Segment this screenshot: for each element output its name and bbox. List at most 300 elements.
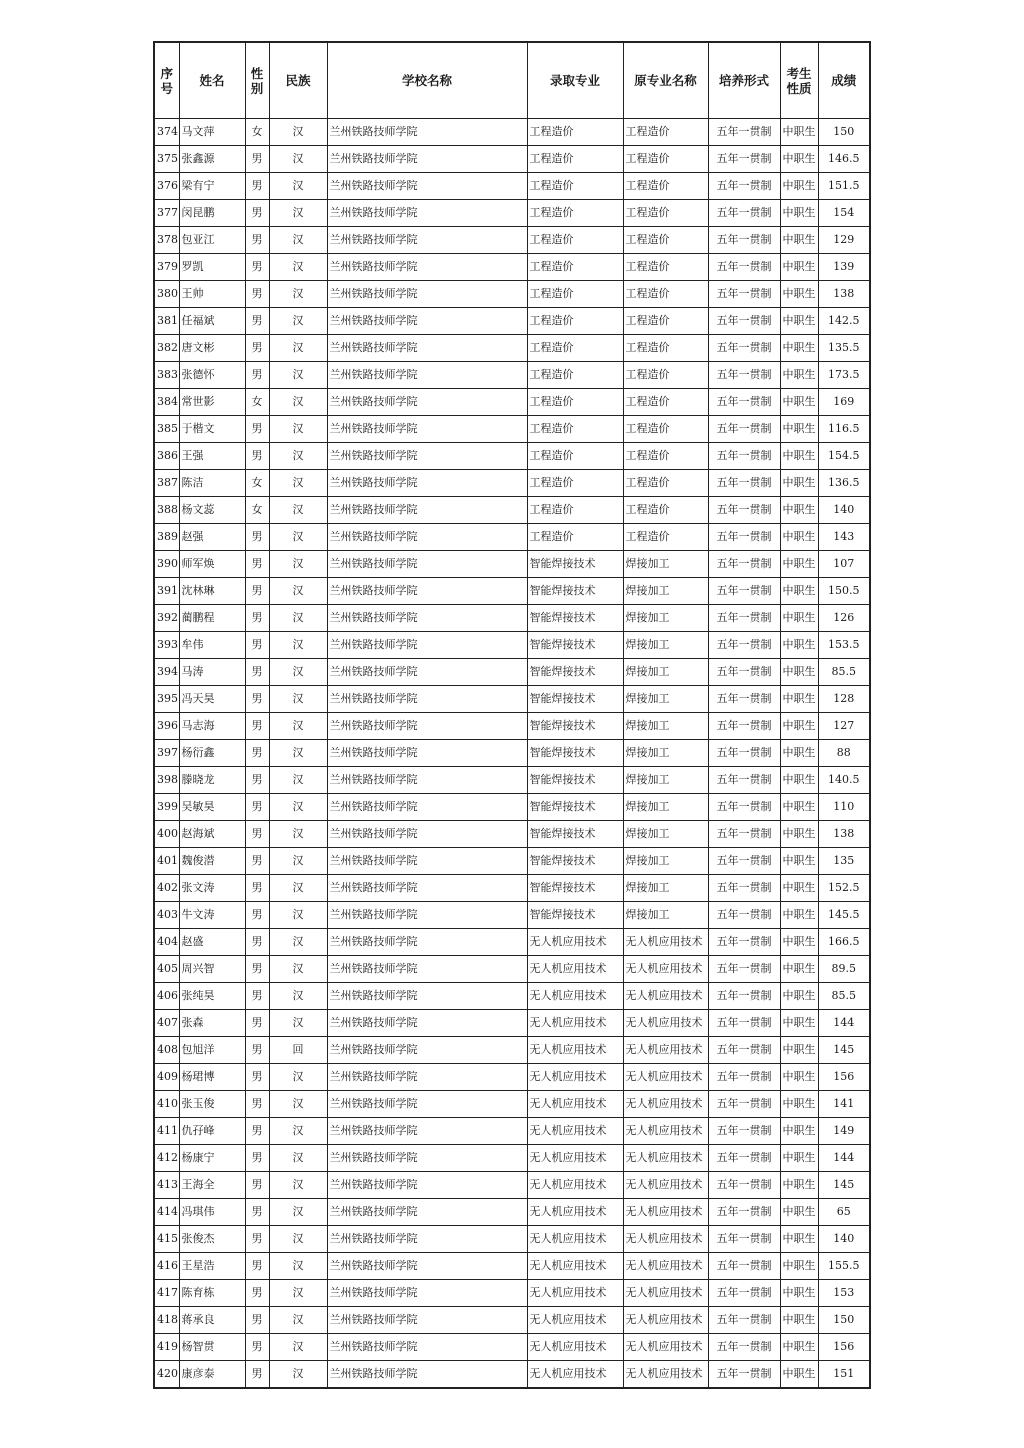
cell-school: 兰州铁路技师学院 <box>327 1361 527 1389</box>
cell-training-mode: 五年一贯制 <box>708 767 780 794</box>
cell-name: 包旭洋 <box>179 1037 245 1064</box>
cell-original-major: 无人机应用技术 <box>623 1307 708 1334</box>
admission-list-sheet <box>153 41 869 1389</box>
table-row <box>154 119 870 146</box>
cell-name: 于楷文 <box>179 416 245 443</box>
cell-student-type: 中职生 <box>780 740 818 767</box>
cell-gender: 男 <box>245 1118 269 1145</box>
cell-student-type: 中职生 <box>780 848 818 875</box>
cell-student-type: 中职生 <box>780 1199 818 1226</box>
cell-ethnicity: 汉 <box>269 389 327 416</box>
cell-gender: 男 <box>245 1145 269 1172</box>
cell-training-mode: 五年一贯制 <box>708 875 780 902</box>
cell-ethnicity: 汉 <box>269 119 327 146</box>
cell-school: 兰州铁路技师学院 <box>327 1253 527 1280</box>
cell-admitted-major: 无人机应用技术 <box>527 1334 623 1361</box>
cell-ethnicity: 汉 <box>269 848 327 875</box>
cell-gender: 男 <box>245 1199 269 1226</box>
cell-student-type: 中职生 <box>780 956 818 983</box>
table-row <box>154 983 870 1010</box>
cell-gender: 男 <box>245 362 269 389</box>
cell-score: 151.5 <box>818 173 870 200</box>
cell-score: 140 <box>818 1226 870 1253</box>
cell-ethnicity: 汉 <box>269 659 327 686</box>
cell-training-mode: 五年一贯制 <box>708 1064 780 1091</box>
cell-admitted-major: 智能焊接技术 <box>527 713 623 740</box>
cell-name: 师军焕 <box>179 551 245 578</box>
table-row <box>154 902 870 929</box>
table-row <box>154 281 870 308</box>
cell-admitted-major: 智能焊接技术 <box>527 875 623 902</box>
table-row <box>154 1172 870 1199</box>
cell-seq: 395 <box>154 686 179 713</box>
cell-gender: 男 <box>245 254 269 281</box>
cell-ethnicity: 汉 <box>269 632 327 659</box>
cell-seq: 393 <box>154 632 179 659</box>
cell-original-major: 焊接加工 <box>623 875 708 902</box>
cell-training-mode: 五年一贯制 <box>708 146 780 173</box>
cell-student-type: 中职生 <box>780 929 818 956</box>
cell-admitted-major: 无人机应用技术 <box>527 1118 623 1145</box>
cell-name: 马涛 <box>179 659 245 686</box>
cell-gender: 男 <box>245 875 269 902</box>
cell-admitted-major: 智能焊接技术 <box>527 740 623 767</box>
table-row <box>154 875 870 902</box>
cell-original-major: 焊接加工 <box>623 848 708 875</box>
cell-ethnicity: 汉 <box>269 902 327 929</box>
table-row <box>154 578 870 605</box>
cell-ethnicity: 汉 <box>269 1280 327 1307</box>
cell-name: 张玉俊 <box>179 1091 245 1118</box>
cell-gender: 男 <box>245 713 269 740</box>
cell-seq: 382 <box>154 335 179 362</box>
table-row <box>154 1307 870 1334</box>
cell-school: 兰州铁路技师学院 <box>327 1091 527 1118</box>
cell-admitted-major: 工程造价 <box>527 524 623 551</box>
cell-ethnicity: 汉 <box>269 1118 327 1145</box>
cell-name: 马志海 <box>179 713 245 740</box>
cell-school: 兰州铁路技师学院 <box>327 173 527 200</box>
table-row <box>154 1037 870 1064</box>
cell-admitted-major: 无人机应用技术 <box>527 1145 623 1172</box>
cell-score: 89.5 <box>818 956 870 983</box>
cell-score: 107 <box>818 551 870 578</box>
cell-ethnicity: 汉 <box>269 335 327 362</box>
cell-seq: 391 <box>154 578 179 605</box>
cell-seq: 380 <box>154 281 179 308</box>
cell-score: 140.5 <box>818 767 870 794</box>
cell-student-type: 中职生 <box>780 524 818 551</box>
cell-name: 牟伟 <box>179 632 245 659</box>
cell-original-major: 无人机应用技术 <box>623 1064 708 1091</box>
cell-admitted-major: 工程造价 <box>527 200 623 227</box>
cell-admitted-major: 智能焊接技术 <box>527 848 623 875</box>
cell-name: 魏俊潜 <box>179 848 245 875</box>
cell-name: 杨智贯 <box>179 1334 245 1361</box>
cell-name: 杨衍鑫 <box>179 740 245 767</box>
admission-table <box>153 41 871 1389</box>
cell-admitted-major: 工程造价 <box>527 416 623 443</box>
cell-school: 兰州铁路技师学院 <box>327 389 527 416</box>
table-row <box>154 497 870 524</box>
cell-gender: 男 <box>245 632 269 659</box>
cell-seq: 378 <box>154 227 179 254</box>
cell-original-major: 工程造价 <box>623 281 708 308</box>
cell-original-major: 无人机应用技术 <box>623 1145 708 1172</box>
cell-gender: 男 <box>245 227 269 254</box>
cell-student-type: 中职生 <box>780 1226 818 1253</box>
cell-school: 兰州铁路技师学院 <box>327 146 527 173</box>
cell-gender: 男 <box>245 551 269 578</box>
cell-name: 赵强 <box>179 524 245 551</box>
cell-school: 兰州铁路技师学院 <box>327 335 527 362</box>
cell-original-major: 焊接加工 <box>623 821 708 848</box>
cell-ethnicity: 汉 <box>269 308 327 335</box>
header-ethnicity: 民族 <box>269 42 327 119</box>
cell-score: 144 <box>818 1145 870 1172</box>
cell-score: 138 <box>818 821 870 848</box>
cell-gender: 男 <box>245 308 269 335</box>
cell-student-type: 中职生 <box>780 281 818 308</box>
cell-admitted-major: 智能焊接技术 <box>527 578 623 605</box>
cell-ethnicity: 汉 <box>269 821 327 848</box>
table-row <box>154 821 870 848</box>
cell-seq: 381 <box>154 308 179 335</box>
cell-seq: 409 <box>154 1064 179 1091</box>
table-row <box>154 740 870 767</box>
cell-original-major: 焊接加工 <box>623 551 708 578</box>
cell-school: 兰州铁路技师学院 <box>327 740 527 767</box>
cell-original-major: 无人机应用技术 <box>623 1361 708 1389</box>
cell-training-mode: 五年一贯制 <box>708 605 780 632</box>
cell-gender: 男 <box>245 1037 269 1064</box>
cell-student-type: 中职生 <box>780 767 818 794</box>
cell-original-major: 工程造价 <box>623 443 708 470</box>
table-row <box>154 1091 870 1118</box>
cell-name: 杨文蕊 <box>179 497 245 524</box>
cell-student-type: 中职生 <box>780 146 818 173</box>
cell-score: 136.5 <box>818 470 870 497</box>
cell-score: 150 <box>818 119 870 146</box>
table-row <box>154 848 870 875</box>
cell-name: 王星浩 <box>179 1253 245 1280</box>
cell-seq: 405 <box>154 956 179 983</box>
cell-student-type: 中职生 <box>780 632 818 659</box>
cell-score: 150.5 <box>818 578 870 605</box>
cell-school: 兰州铁路技师学院 <box>327 794 527 821</box>
cell-original-major: 工程造价 <box>623 254 708 281</box>
cell-school: 兰州铁路技师学院 <box>327 281 527 308</box>
cell-original-major: 工程造价 <box>623 308 708 335</box>
cell-admitted-major: 智能焊接技术 <box>527 632 623 659</box>
cell-original-major: 无人机应用技术 <box>623 956 708 983</box>
cell-school: 兰州铁路技师学院 <box>327 1118 527 1145</box>
cell-seq: 418 <box>154 1307 179 1334</box>
cell-gender: 男 <box>245 443 269 470</box>
cell-original-major: 焊接加工 <box>623 578 708 605</box>
cell-student-type: 中职生 <box>780 578 818 605</box>
cell-school: 兰州铁路技师学院 <box>327 1172 527 1199</box>
cell-original-major: 无人机应用技术 <box>623 929 708 956</box>
cell-training-mode: 五年一贯制 <box>708 173 780 200</box>
cell-school: 兰州铁路技师学院 <box>327 1226 527 1253</box>
table-row <box>154 1199 870 1226</box>
cell-ethnicity: 汉 <box>269 416 327 443</box>
cell-admitted-major: 无人机应用技术 <box>527 1280 623 1307</box>
cell-admitted-major: 工程造价 <box>527 308 623 335</box>
cell-score: 145 <box>818 1037 870 1064</box>
cell-school: 兰州铁路技师学院 <box>327 551 527 578</box>
cell-school: 兰州铁路技师学院 <box>327 929 527 956</box>
cell-original-major: 无人机应用技术 <box>623 1280 708 1307</box>
cell-admitted-major: 工程造价 <box>527 119 623 146</box>
table-row <box>154 659 870 686</box>
cell-name: 蔺鹏程 <box>179 605 245 632</box>
cell-gender: 男 <box>245 146 269 173</box>
cell-admitted-major: 工程造价 <box>527 281 623 308</box>
cell-student-type: 中职生 <box>780 875 818 902</box>
cell-school: 兰州铁路技师学院 <box>327 1334 527 1361</box>
cell-ethnicity: 汉 <box>269 1091 327 1118</box>
cell-ethnicity: 汉 <box>269 146 327 173</box>
cell-training-mode: 五年一贯制 <box>708 794 780 821</box>
cell-seq: 387 <box>154 470 179 497</box>
cell-training-mode: 五年一贯制 <box>708 956 780 983</box>
cell-school: 兰州铁路技师学院 <box>327 470 527 497</box>
cell-score: 152.5 <box>818 875 870 902</box>
cell-training-mode: 五年一贯制 <box>708 848 780 875</box>
cell-training-mode: 五年一贯制 <box>708 1091 780 1118</box>
table-row <box>154 200 870 227</box>
cell-original-major: 工程造价 <box>623 200 708 227</box>
cell-gender: 男 <box>245 848 269 875</box>
cell-training-mode: 五年一贯制 <box>708 1037 780 1064</box>
cell-student-type: 中职生 <box>780 1307 818 1334</box>
cell-training-mode: 五年一贯制 <box>708 389 780 416</box>
cell-school: 兰州铁路技师学院 <box>327 659 527 686</box>
cell-training-mode: 五年一贯制 <box>708 497 780 524</box>
table-row <box>154 956 870 983</box>
cell-training-mode: 五年一贯制 <box>708 119 780 146</box>
cell-name: 陈洁 <box>179 470 245 497</box>
cell-gender: 男 <box>245 902 269 929</box>
cell-student-type: 中职生 <box>780 443 818 470</box>
cell-score: 126 <box>818 605 870 632</box>
cell-admitted-major: 工程造价 <box>527 227 623 254</box>
cell-gender: 男 <box>245 983 269 1010</box>
cell-name: 牛文涛 <box>179 902 245 929</box>
table-header-row <box>154 42 870 119</box>
cell-name: 吴敏昊 <box>179 794 245 821</box>
cell-name: 闵昆鹏 <box>179 200 245 227</box>
cell-student-type: 中职生 <box>780 497 818 524</box>
table-row <box>154 632 870 659</box>
table-row <box>154 1226 870 1253</box>
cell-name: 滕晓龙 <box>179 767 245 794</box>
cell-seq: 386 <box>154 443 179 470</box>
cell-training-mode: 五年一贯制 <box>708 1361 780 1389</box>
cell-seq: 412 <box>154 1145 179 1172</box>
cell-name: 张俊杰 <box>179 1226 245 1253</box>
cell-training-mode: 五年一贯制 <box>708 1334 780 1361</box>
cell-score: 127 <box>818 713 870 740</box>
cell-school: 兰州铁路技师学院 <box>327 821 527 848</box>
cell-original-major: 无人机应用技术 <box>623 1010 708 1037</box>
cell-student-type: 中职生 <box>780 551 818 578</box>
cell-school: 兰州铁路技师学院 <box>327 416 527 443</box>
cell-school: 兰州铁路技师学院 <box>327 362 527 389</box>
cell-admitted-major: 无人机应用技术 <box>527 1172 623 1199</box>
cell-original-major: 无人机应用技术 <box>623 1037 708 1064</box>
table-row <box>154 1145 870 1172</box>
cell-name: 张鑫源 <box>179 146 245 173</box>
cell-student-type: 中职生 <box>780 119 818 146</box>
cell-school: 兰州铁路技师学院 <box>327 632 527 659</box>
cell-training-mode: 五年一贯制 <box>708 281 780 308</box>
cell-score: 154 <box>818 200 870 227</box>
cell-admitted-major: 智能焊接技术 <box>527 902 623 929</box>
cell-original-major: 焊接加工 <box>623 632 708 659</box>
cell-gender: 男 <box>245 821 269 848</box>
cell-ethnicity: 汉 <box>269 1361 327 1389</box>
cell-ethnicity: 汉 <box>269 1172 327 1199</box>
cell-original-major: 无人机应用技术 <box>623 1118 708 1145</box>
header-training-mode: 培养形式 <box>708 42 780 119</box>
cell-original-major: 工程造价 <box>623 470 708 497</box>
cell-seq: 399 <box>154 794 179 821</box>
cell-original-major: 工程造价 <box>623 416 708 443</box>
cell-admitted-major: 无人机应用技术 <box>527 1226 623 1253</box>
cell-admitted-major: 无人机应用技术 <box>527 1361 623 1389</box>
cell-school: 兰州铁路技师学院 <box>327 848 527 875</box>
cell-score: 156 <box>818 1064 870 1091</box>
cell-original-major: 无人机应用技术 <box>623 1253 708 1280</box>
cell-student-type: 中职生 <box>780 389 818 416</box>
cell-training-mode: 五年一贯制 <box>708 659 780 686</box>
cell-student-type: 中职生 <box>780 173 818 200</box>
cell-training-mode: 五年一贯制 <box>708 227 780 254</box>
cell-training-mode: 五年一贯制 <box>708 1145 780 1172</box>
header-seq: 序号 <box>154 42 179 119</box>
cell-student-type: 中职生 <box>780 821 818 848</box>
cell-admitted-major: 无人机应用技术 <box>527 929 623 956</box>
cell-score: 128 <box>818 686 870 713</box>
cell-school: 兰州铁路技师学院 <box>327 497 527 524</box>
cell-seq: 388 <box>154 497 179 524</box>
cell-score: 166.5 <box>818 929 870 956</box>
cell-training-mode: 五年一贯制 <box>708 902 780 929</box>
cell-original-major: 无人机应用技术 <box>623 1199 708 1226</box>
cell-original-major: 无人机应用技术 <box>623 1226 708 1253</box>
cell-admitted-major: 无人机应用技术 <box>527 1091 623 1118</box>
cell-ethnicity: 汉 <box>269 713 327 740</box>
cell-school: 兰州铁路技师学院 <box>327 1064 527 1091</box>
cell-score: 149 <box>818 1118 870 1145</box>
cell-gender: 男 <box>245 1172 269 1199</box>
cell-seq: 407 <box>154 1010 179 1037</box>
cell-gender: 女 <box>245 497 269 524</box>
cell-name: 冯琪伟 <box>179 1199 245 1226</box>
cell-school: 兰州铁路技师学院 <box>327 767 527 794</box>
cell-gender: 男 <box>245 659 269 686</box>
cell-seq: 416 <box>154 1253 179 1280</box>
cell-student-type: 中职生 <box>780 1361 818 1389</box>
cell-seq: 402 <box>154 875 179 902</box>
cell-admitted-major: 智能焊接技术 <box>527 551 623 578</box>
table-row <box>154 1118 870 1145</box>
cell-school: 兰州铁路技师学院 <box>327 1199 527 1226</box>
cell-gender: 男 <box>245 416 269 443</box>
cell-seq: 390 <box>154 551 179 578</box>
header-admitted-major: 录取专业 <box>527 42 623 119</box>
table-row <box>154 416 870 443</box>
cell-admitted-major: 智能焊接技术 <box>527 686 623 713</box>
table-row <box>154 929 870 956</box>
table-row <box>154 767 870 794</box>
cell-admitted-major: 工程造价 <box>527 146 623 173</box>
cell-ethnicity: 汉 <box>269 551 327 578</box>
cell-ethnicity: 汉 <box>269 1334 327 1361</box>
cell-student-type: 中职生 <box>780 308 818 335</box>
cell-score: 88 <box>818 740 870 767</box>
cell-student-type: 中职生 <box>780 254 818 281</box>
cell-student-type: 中职生 <box>780 1145 818 1172</box>
cell-original-major: 无人机应用技术 <box>623 1172 708 1199</box>
cell-admitted-major: 无人机应用技术 <box>527 1064 623 1091</box>
cell-training-mode: 五年一贯制 <box>708 1280 780 1307</box>
cell-admitted-major: 工程造价 <box>527 335 623 362</box>
header-student-type: 考生性质 <box>780 42 818 119</box>
cell-student-type: 中职生 <box>780 470 818 497</box>
cell-ethnicity: 汉 <box>269 443 327 470</box>
table-row <box>154 713 870 740</box>
table-row <box>154 1010 870 1037</box>
cell-seq: 377 <box>154 200 179 227</box>
cell-ethnicity: 汉 <box>269 254 327 281</box>
cell-original-major: 工程造价 <box>623 335 708 362</box>
cell-name: 张纯昊 <box>179 983 245 1010</box>
table-row <box>154 551 870 578</box>
cell-original-major: 工程造价 <box>623 497 708 524</box>
cell-gender: 男 <box>245 1334 269 1361</box>
cell-seq: 415 <box>154 1226 179 1253</box>
cell-original-major: 焊接加工 <box>623 794 708 821</box>
cell-score: 145.5 <box>818 902 870 929</box>
cell-seq: 419 <box>154 1334 179 1361</box>
cell-original-major: 工程造价 <box>623 362 708 389</box>
cell-score: 153.5 <box>818 632 870 659</box>
cell-original-major: 无人机应用技术 <box>623 1334 708 1361</box>
cell-training-mode: 五年一贯制 <box>708 1307 780 1334</box>
cell-training-mode: 五年一贯制 <box>708 308 780 335</box>
cell-score: 139 <box>818 254 870 281</box>
cell-admitted-major: 工程造价 <box>527 470 623 497</box>
cell-original-major: 焊接加工 <box>623 767 708 794</box>
cell-student-type: 中职生 <box>780 659 818 686</box>
cell-score: 135 <box>818 848 870 875</box>
table-row <box>154 794 870 821</box>
cell-student-type: 中职生 <box>780 605 818 632</box>
cell-school: 兰州铁路技师学院 <box>327 902 527 929</box>
table-row <box>154 443 870 470</box>
cell-original-major: 工程造价 <box>623 227 708 254</box>
cell-ethnicity: 汉 <box>269 362 327 389</box>
cell-gender: 男 <box>245 200 269 227</box>
cell-score: 156 <box>818 1334 870 1361</box>
cell-seq: 403 <box>154 902 179 929</box>
cell-ethnicity: 汉 <box>269 1199 327 1226</box>
cell-gender: 男 <box>245 686 269 713</box>
